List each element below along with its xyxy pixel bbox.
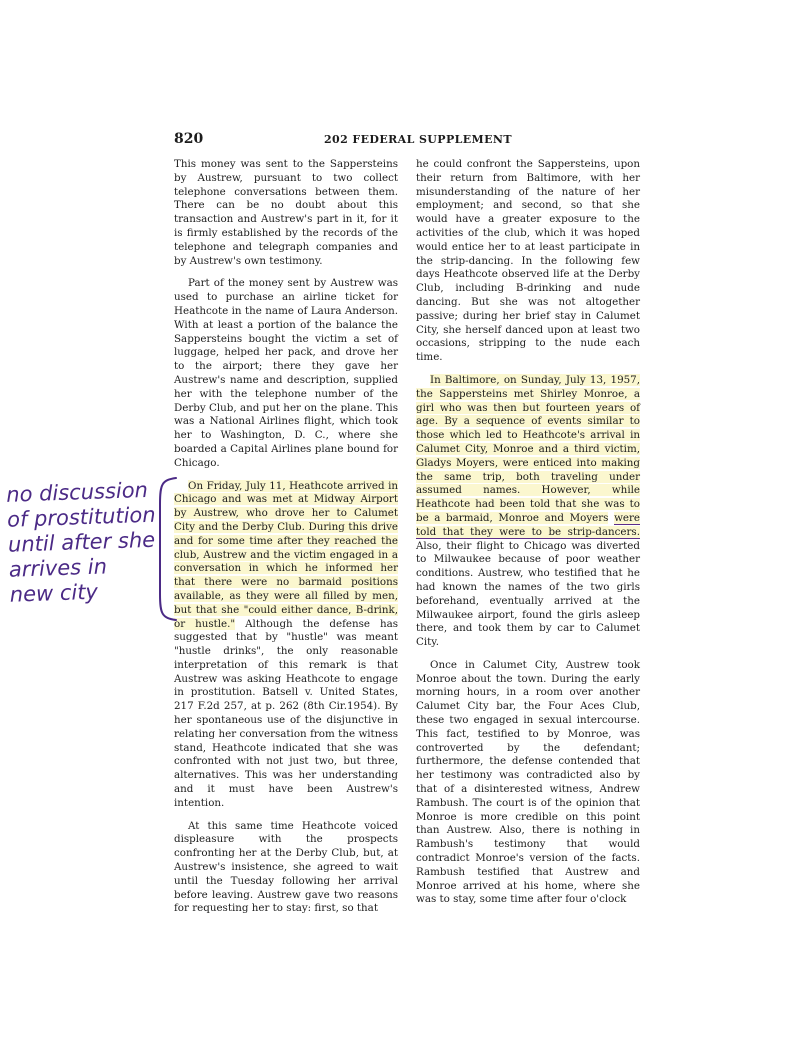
paragraph: At this same time Heathcote voiced displeasure with the prospects confronting her at the Derby Club, but, at Austrew's insistence, she agreed to wait until the Tuesday following her arrival before leaving. Austrew gave two reasons for requesting her to stay: first, so that — [174, 819, 398, 915]
right-column — [416, 158, 640, 916]
paragraph: Once in Calumet City, Austrew took Monroe about the town. During the early morning hours, in a room over another Calumet City bar, the Four Aces Club, these two engaged in sexual intercourse. This fact, testified to by Monroe, was controverted by the defendant; furthermore, the defense contended that her testimony was contradicted also by that of a disinterested witness, Andrew Rambush. The court is of the opinion that Monroe is more credible on this point than Austrew. Also, there is nothing in Rambush's testimony that would contradict Monroe's version of the facts. Rambush testified that Austrew and Monroe arrived at his home, where she was to stay, some time after four o'clock — [416, 658, 640, 906]
annotation-line: arrives in — [8, 554, 108, 582]
highlighted-passage: On Friday, July 11, Heathcote arrived in Chicago and was met at Midway Airport by Austrew, who drove her to Calumet City and the Derby Club. During this drive and for some time after they reached the club, Austrew and the victim engaged in a conversation in which he informed her that there were no barmaid positions available, as they were all filled by men, but that she "could either dance, B-drink, or hustle." — [174, 479, 398, 630]
paragraph-group — [174, 480, 398, 811]
paragraph: Part of the money sent by Austrew was used to purchase an airline ticket for Heathcote in the name of Laura Anderson. With at least a portion of the balance the Sappersteins bought the victim a set of luggage, helped her pack, and drove her to the airport; there they gave her Austrew's name and description, supplied her with the telephone number of the Derby Club, and put her on the plane. This was a National Airlines flight, which took her to Washington, D. C., where she boarded a Capital Airlines plane bound for Chicago. — [174, 277, 398, 469]
page-header — [174, 131, 640, 149]
annotation-line: of prostitution — [6, 502, 157, 532]
highlighted-passage: In Baltimore, on Sunday, July 13, 1957, the Sappersteins met Shirley Monroe, a girl who was then but fourteen years of age. By a sequence of events similar to those which led to Heathcote's arrival in Calumet City, Monroe and a third victim, Gladys Moyers, were enticed into making the same trip, both traveling under assumed names. However, while Heathcote had been told that she was to be a barmaid, Monroe and Moyers — [416, 373, 640, 524]
handwritten-annotation — [6, 477, 170, 608]
running-head: 202 FEDERAL SUPPLEMENT — [324, 133, 512, 146]
page-number: 820 — [174, 131, 204, 147]
underlined-passage: were told that they were to be strip-dancers. — [416, 511, 640, 538]
paragraph: he could confront the Sappersteins, upon their return from Baltimore, with her misunderstanding of the nature of her employment; and second, so that she would have a greater exposure to the activities of the club, which it was hoped would entice her to at least participate in the strip-dancing. In the following few days Heathcote observed life at the Derby Club, including B-drinking and nude dancing. But she was not altogether passive; during her brief stay in Calumet City, she herself danced upon at least two occasions, stripping to the nude each time. — [416, 158, 640, 364]
paragraph-continuation: Also, their flight to Chicago was diverted to Milwaukee because of poor weather conditions. Austrew, who testified that he had known the names of the two girls beforehand, eventually arrived at the Milwaukee airport, found the girls asleep there, and took them by car to Calumet City. — [416, 539, 640, 649]
annotation-line: no discussion — [5, 477, 149, 507]
annotation-line: new city — [9, 579, 99, 607]
annotation-line: until after she — [7, 527, 156, 557]
paragraph: This money was sent to the Sappersteins by Austrew, pursuant to two collect telephone conversations between them. There can be no doubt about this transaction and Austrew's part in it, for it is firmly established by the records of the telephone and telegraph companies and by Austrew's own testimony. — [174, 158, 398, 267]
paragraph-group — [416, 374, 640, 650]
paragraph-continuation: Although the defense has suggested that by "hustle" was meant "hustle drinks", the only reasonable interpretation of this remark is that Austrew was asking Heathcote to engage in prostitution. Batsell v. United States, 217 F.2d 257, at p. 262 (8th Cir.1954). By her spontaneous use of the disjunctive in relating her conversation from the witness stand, Heathcote indicated that she was confronted with not just two, but three, alternatives. This was her understanding and it must have been Austrew's intention. — [174, 617, 399, 809]
left-column — [174, 158, 398, 925]
